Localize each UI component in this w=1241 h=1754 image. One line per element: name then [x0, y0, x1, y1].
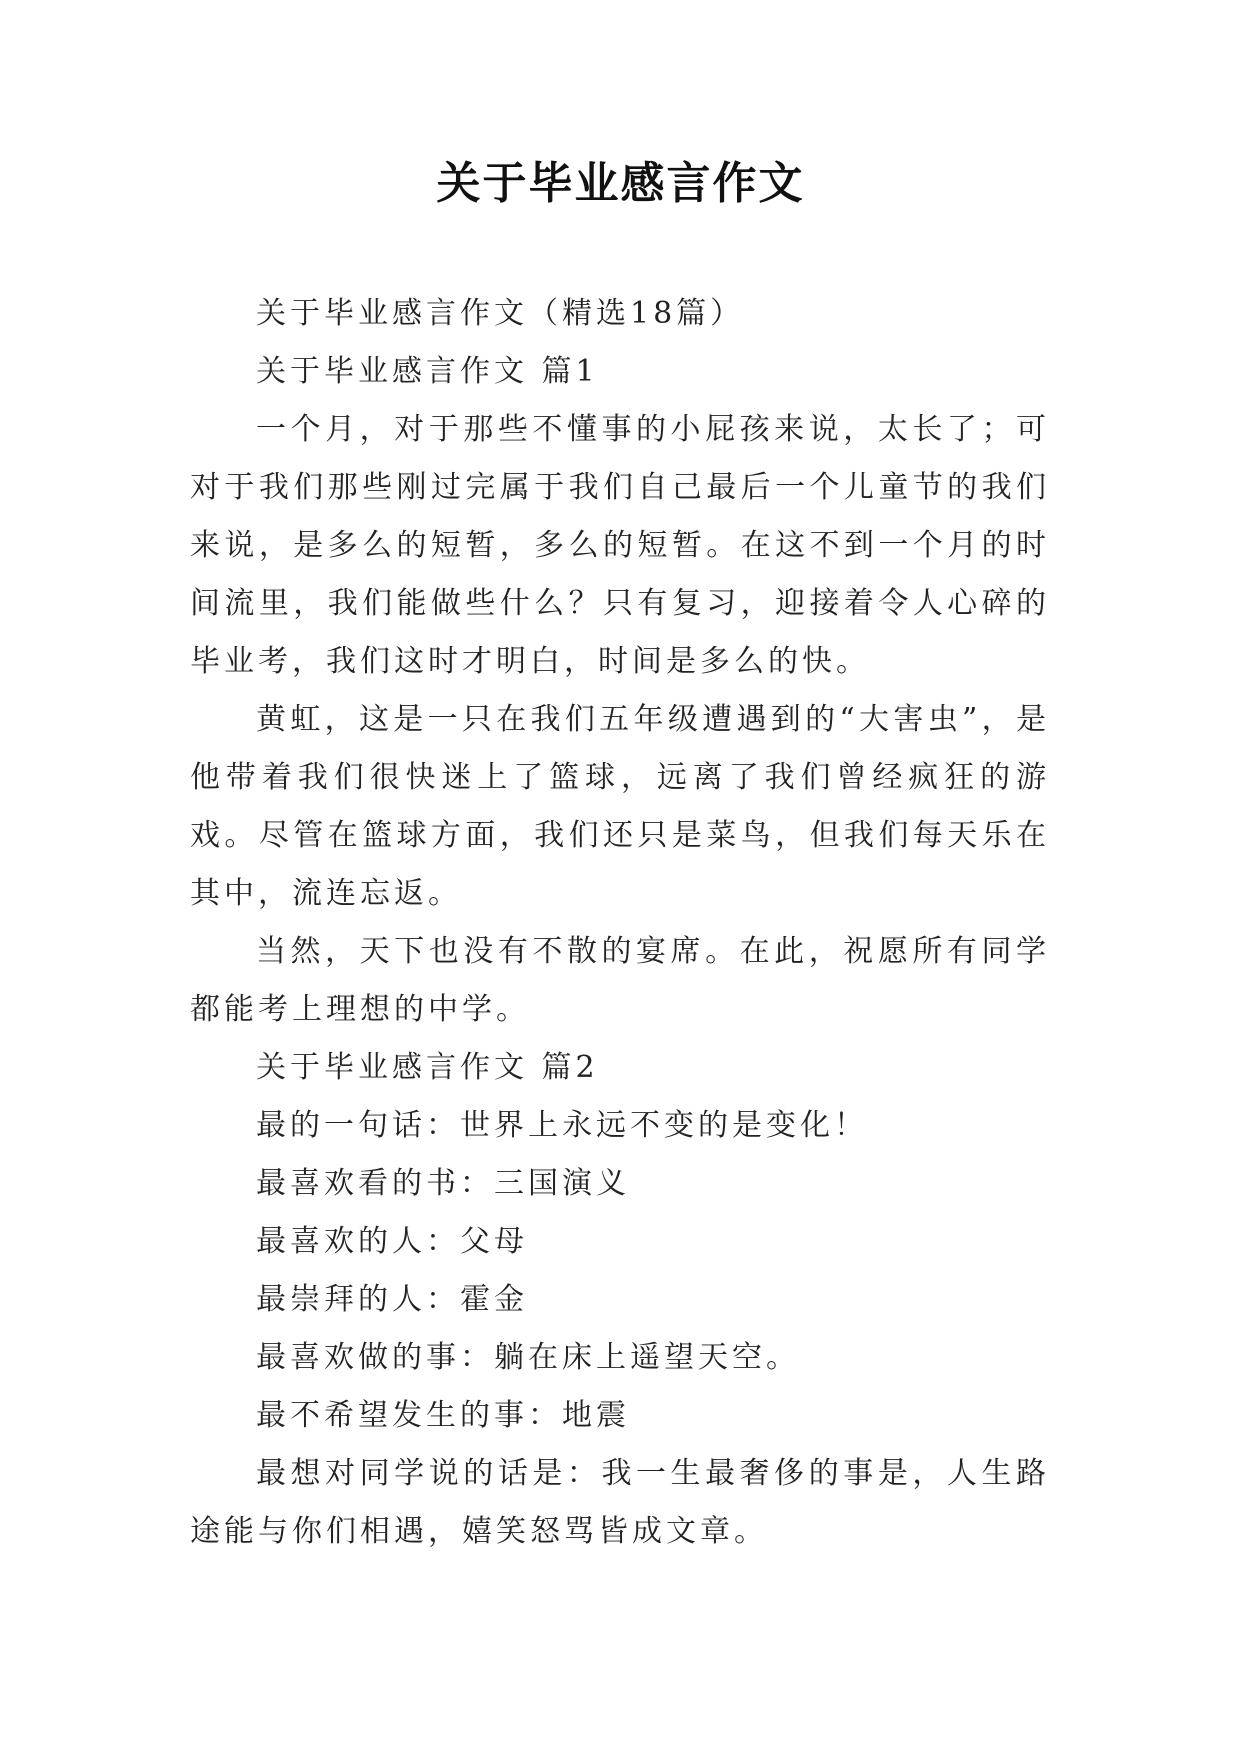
body-paragraph: 最喜欢做的事：躺在床上遥望天空。: [256, 1340, 800, 1375]
body-paragraph: 最喜欢的人：父母: [256, 1224, 528, 1259]
subtitle-paragraph: 关于毕业感言作文（精选18篇）: [256, 296, 745, 331]
body-paragraph: 黄虹，这是一只在我们五年级遭遇到的“大害虫”，是他带着我们很快迷上了篮球，远离了我们曾经疯狂的游戏。尽管在篮球方面，我们还只是菜鸟，但我们每天乐在其中，流连忘返。: [190, 702, 1050, 911]
body-paragraph: 一个月，对于那些不懂事的小屁孩来说，太长了；可对于我们那些刚过完属于我们自己最后一个儿童节的我们来说，是多么的短暂，多么的短暂。在这不到一个月的时间流里，我们能做些什么？只有复习，迎接着令人心碎的毕业考，我们这时才明白，时间是多么的快。: [190, 412, 1050, 679]
section-heading-1: 关于毕业感言作文 篇1: [256, 354, 599, 389]
body-paragraph: 最想对同学说的话是：我一生最奢侈的事是，人生路途能与你们相遇，嬉笑怒骂皆成文章。: [190, 1456, 1050, 1549]
document-body: [190, 285, 1050, 1561]
body-paragraph: 最崇拜的人：霍金: [256, 1282, 528, 1317]
body-paragraph: 最的一句话：世界上永远不变的是变化！: [256, 1108, 868, 1143]
body-paragraph: 最喜欢看的书：三国演义: [256, 1166, 630, 1201]
section-heading-2: 关于毕业感言作文 篇2: [256, 1050, 599, 1085]
body-paragraph: 当然，天下也没有不散的宴席。在此，祝愿所有同学都能考上理想的中学。: [190, 934, 1050, 1027]
document-title: 关于毕业感言作文: [436, 158, 805, 209]
body-paragraph: 最不希望发生的事：地震: [256, 1398, 630, 1433]
